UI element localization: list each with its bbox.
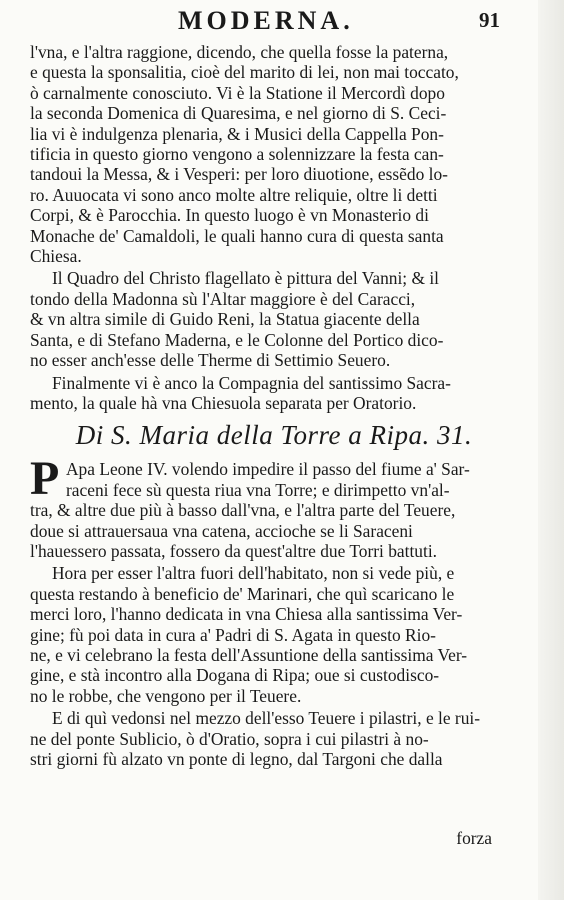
section-title: Di S. Maria della Torre a Ripa. 31. — [75, 420, 473, 451]
text-line: ò carnalmente conosciuto. Vi è la Statione il Mercordì dopo — [30, 82, 445, 103]
text-line: tra, & altre due più à basso dall'vna, e l'altra parte del Teuere, — [30, 500, 456, 521]
text-line: Monache de' Camaldoli, le quali hanno cura di questa santa — [30, 225, 444, 246]
text-line: Santa, e di Stefano Maderna, e le Colonne del Portico dico- — [30, 329, 444, 350]
page-edge-shadow — [538, 0, 564, 900]
text-line: ne, e vi celebrano la festa dell'Assuntione della santissima Ver- — [30, 644, 468, 665]
text-line: Il Quadro del Christo flagellato è pittura del Vanni; & il — [52, 268, 440, 289]
text-line: gine; fù poi data in cura a' Padri di S. Agata in questo Rio- — [30, 624, 436, 645]
catchword: forza — [456, 828, 492, 848]
text-line: ne del ponte Sublicio, ò d'Oratio, sopra i cui pilastri à no- — [30, 728, 429, 749]
text-line: & vn altra simile di Guido Reni, la Statua giacente della — [30, 309, 420, 330]
text-line: l'vna, e l'altra raggione, dicendo, che quella fosse la paterna, — [30, 42, 449, 62]
text-line: doue si attrauersaua vna catena, accioche se li Saraceni — [30, 520, 413, 541]
text-line: Chiesa. — [30, 246, 82, 267]
text-line: E di quì vedonsi nel mezzo dell'esso Teuere i pilastri, e le rui- — [52, 708, 481, 729]
running-head: MODERNA. — [178, 6, 354, 35]
text-line: Corpi, & è Parocchia. In questo luogo è vn Monasterio di — [30, 205, 429, 226]
section-paragraph-2 — [30, 563, 518, 706]
section-paragraph-3 — [30, 708, 518, 769]
body-text — [30, 42, 518, 769]
page-number: 91 — [479, 8, 500, 32]
text-line: no le robbe, che vengono per il Teuere. — [30, 685, 302, 706]
paragraph-3 — [30, 373, 518, 414]
text-line: Finalmente vi è anco la Compagnia del santissimo Sacra- — [52, 372, 451, 393]
text-line: Hora per esser l'altra fuori dell'habitato, non si vede più, e — [52, 563, 455, 584]
text-line: no esser anch'esse delle Therme di Settimio Seuero. — [30, 350, 391, 371]
text-line: e questa la sponsalitia, cioè del marito di lei, non mai toccato, — [30, 62, 459, 83]
drop-cap: P — [30, 452, 60, 506]
text-line: la seconda Domenica di Quaresima, e nel giorno di S. Ceci- — [30, 103, 447, 124]
text-line: merci loro, l'hanno dedicata in vna Chiesa alla santissima Ver- — [30, 604, 463, 625]
page-header — [0, 6, 564, 36]
text-line: l'hauessero passata, fossero da quest'altre due Torri battuti. — [30, 540, 438, 561]
text-line: lia vi è indulgenza plenaria, & i Musici della Cappella Pon- — [30, 123, 444, 144]
text-line: stri giorni fù alzato vn ponte di legno, dal Targoni che dalla — [30, 749, 443, 769]
text-line: tandoui la Messa, & i Vesperi: per loro diuotione, essẽdo lo- — [30, 164, 448, 185]
text-line: gine, e stà incontro alla Dogana di Ripa; oue si custodisco- — [30, 665, 440, 686]
text-line: ro. Auuocata vi sono anco molte altre reliquie, oltre li detti — [30, 184, 438, 205]
text-line: tondo della Madonna sù l'Altar maggiore è del Caracci, — [30, 288, 416, 309]
paragraph-2 — [30, 268, 518, 370]
text-line: Apa Leone IV. volendo impedire il passo del fiume a' Sar- — [66, 459, 470, 480]
text-line: questa restando à beneficio de' Marinari, che quì scaricano le — [30, 583, 455, 604]
text-line: mento, la quale hà vna Chiesuola separata per Oratorio. — [30, 392, 417, 413]
text-line: tificia in questo giorno vengono a solennizzare la festa can- — [30, 144, 444, 165]
text-line: raceni fece sù questa riua vna Torre; e dirimpetto vn'al- — [66, 479, 450, 500]
section-first-paragraph — [30, 452, 518, 561]
paragraph-1 — [30, 42, 518, 266]
